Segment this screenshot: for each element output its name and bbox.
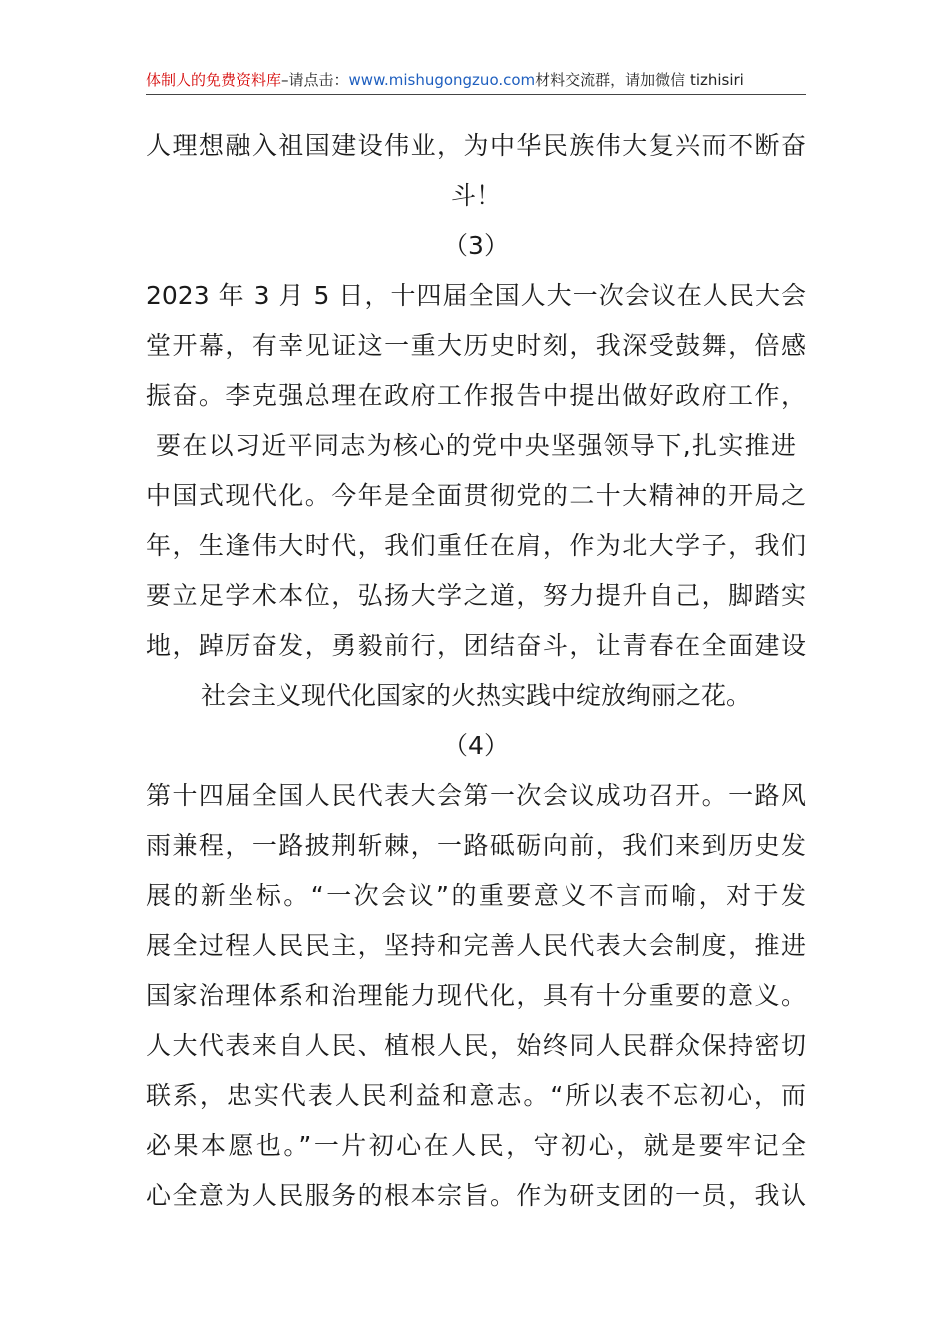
body-line: 振奋。李克强总理在政府工作报告中提出做好政府工作， [146,381,806,410]
body-line: 联系，忠实代表人民利益和意志。“所以表不忘初心，而 [146,1081,806,1110]
body-line: 人理想融入祖国建设伟业，为中华民族伟大复兴而不断奋 [146,131,806,160]
section-number: （3） [443,231,509,260]
body-line: 要立足学术本位，弘扬大学之道，努力提升自己，脚踏实 [146,581,806,610]
body-line: 中国式现代化。今年是全面贯彻党的二十大精神的开局之 [146,481,806,510]
body-line: 社会主义现代化国家的火热实践中绽放绚丽之花。 [200,681,751,710]
body-line: 斗！ [450,181,501,210]
body-line: 2023 年 3 月 5 日，十四届全国人大一次会议在人民大会 [146,281,806,310]
body-line: 心全意为人民服务的根本宗旨。作为研支团的一员，我认 [146,1181,806,1210]
header-brand: 体制人的免费资料库 [146,71,282,89]
header-link[interactable]: www.mishugongzuo.com [348,71,536,89]
page-header [146,66,806,95]
header-prompt: –请点击： [281,71,349,89]
body-line: 必果本愿也。”一片初心在人民，守初心，就是要牢记全 [146,1131,806,1160]
header-suffix: 材料交流群，请加微信 tizhisiri [535,71,744,89]
body-line: 国家治理体系和治理能力现代化，具有十分重要的意义。 [146,981,806,1010]
body-line: 第十四届全国人民代表大会第一次会议成功召开。一路风 [146,781,806,810]
body-line: 展全过程人民民主，坚持和完善人民代表大会制度，推进 [146,931,806,960]
body-line: 年，生逢伟大时代，我们重任在肩，作为北大学子，我们 [146,531,806,560]
body-line: 堂开幕，有幸见证这一重大历史时刻，我深受鼓舞，倍感 [146,331,806,360]
body-line: 地，踔厉奋发，勇毅前行，团结奋斗，让青春在全面建设 [146,631,806,660]
body-line: 人大代表来自人民、植根人民，始终同人民群众保持密切 [146,1031,806,1060]
body-line: 展的新坐标。“一次会议”的重要意义不言而喻，对于发 [146,881,806,910]
section-number: （4） [443,731,509,760]
body-line: 要在以习近平同志为核心的党中央坚强领导下,扎实推进 [156,431,796,460]
body-line: 雨兼程，一路披荆斩棘，一路砥砺向前，我们来到历史发 [146,831,806,860]
